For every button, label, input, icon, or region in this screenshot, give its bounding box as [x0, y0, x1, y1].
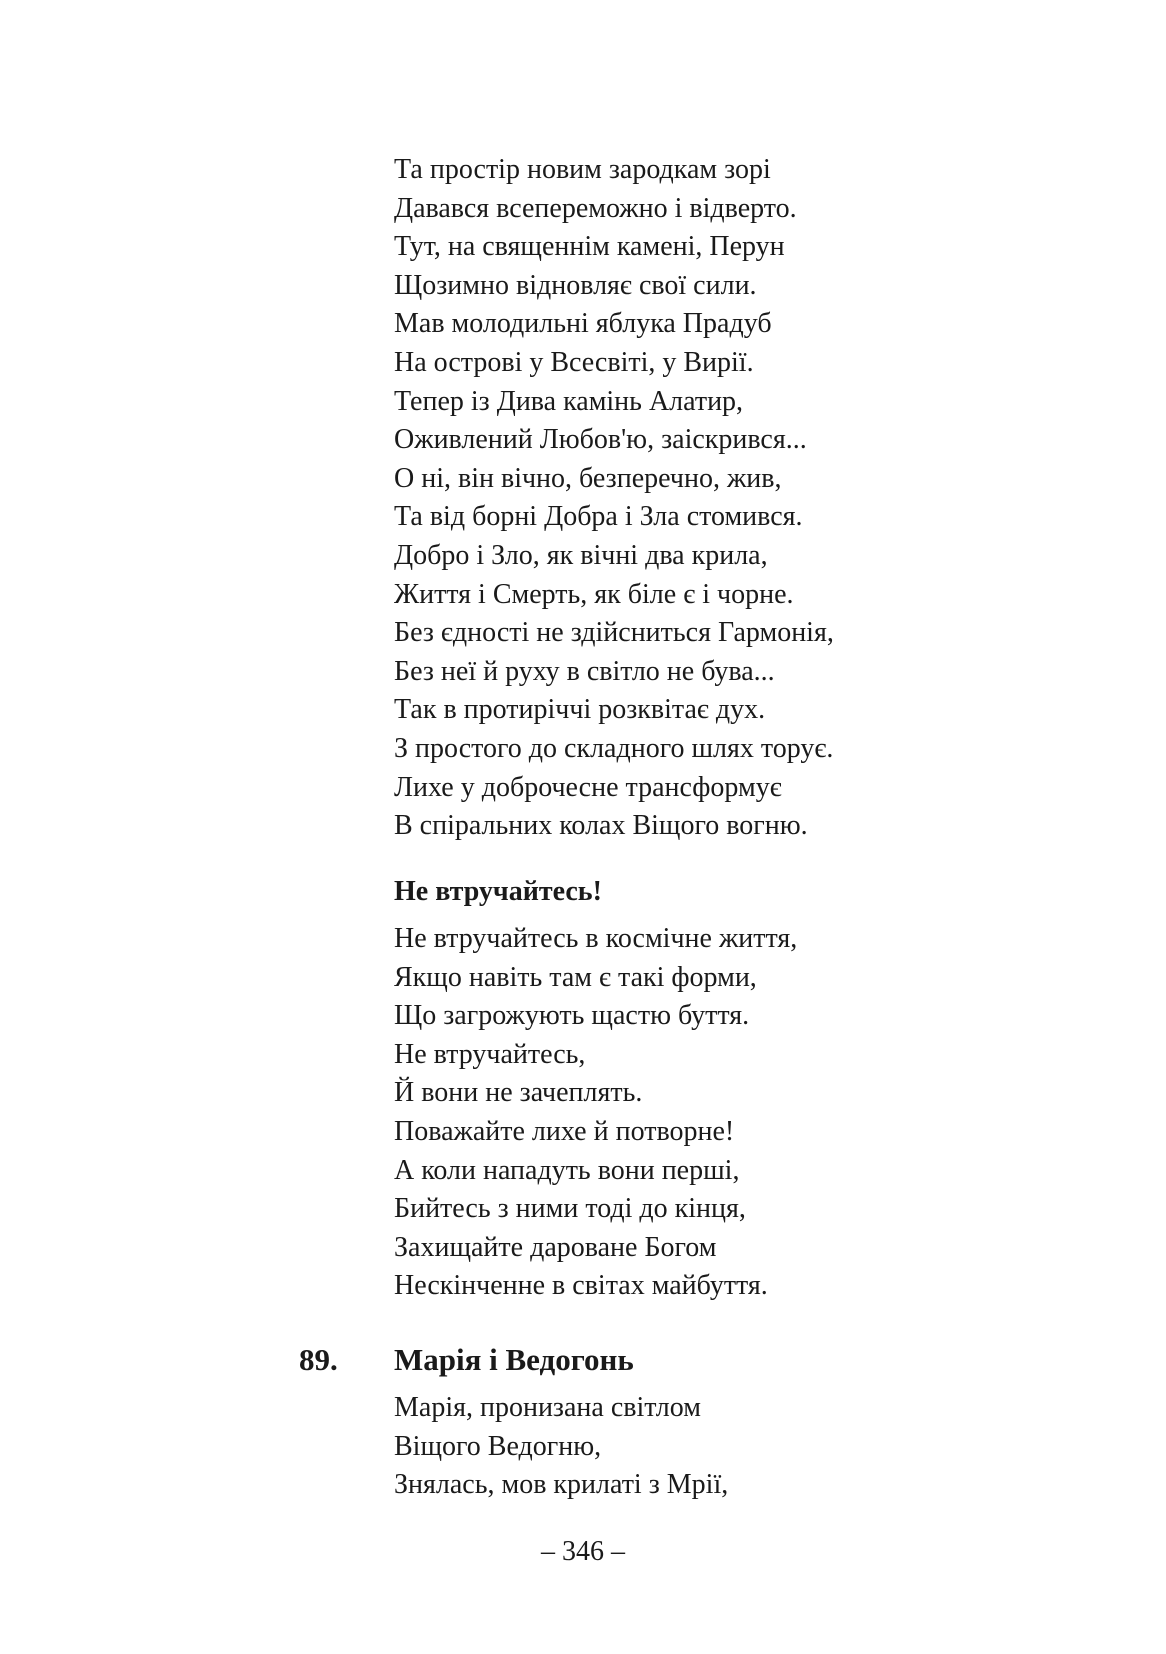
verse-line: Не втручайтесь в космічне життя, [394, 923, 798, 954]
verse-line: Без неї й руху в світло не бува... [394, 655, 775, 687]
verse-line: Нескінченне в світах майбуття. [394, 1270, 768, 1302]
verse-line: Бийтесь з ними тоді до кінця, [394, 1193, 746, 1225]
verse-line: В спіральних колах Віщого вогню. [394, 810, 808, 842]
verse-line: Й вони не зачеплять. [394, 1077, 643, 1109]
verse-line: О ні, він вічно, безперечно, жив, [394, 462, 782, 494]
verse-line: З простого до складного шлях торує. [394, 732, 834, 764]
verse-line: Не втручайтесь, [394, 1038, 586, 1070]
poem-stanza-continuation [394, 151, 834, 846]
verse-line: Давався всепереможно і відверто. [394, 192, 797, 224]
poem-stanza-section [394, 920, 797, 1306]
verse-line: Лихе у доброчесне трансформує [394, 771, 782, 803]
verse-line: Захищайте дароване Богом [394, 1231, 717, 1263]
verse-line: Поважайте лихе й потворне! [394, 1115, 735, 1147]
verse-line: Тут, на священнім камені, Перун [394, 231, 785, 263]
verse-line: Оживлений Любов'ю, заіскрився... [394, 424, 807, 456]
verse-line: Так в протиріччі розквітає дух. [394, 694, 766, 726]
verse-line: Тепер із Дива камінь Алатир, [394, 385, 744, 417]
page-number: – 346 – [541, 1536, 625, 1567]
verse-line: Та від борні Добра і Зла стомився. [394, 501, 803, 533]
verse-line: На острові у Всесвіті, у Вирії. [394, 346, 754, 378]
verse-line: Без єдності не здійсниться Гармонія, [394, 617, 834, 649]
verse-line: Знялась, мов крилаті з Мрії, [394, 1469, 729, 1501]
poem-stanza-opening [394, 1389, 728, 1505]
verse-line: Якщо навіть там є такі форми, [394, 961, 757, 993]
verse-line: Марія, пронизана світлом [394, 1392, 701, 1423]
section-subheading: Не втручайтесь! [394, 876, 602, 907]
verse-line: Добро і Зло, як вічні два крила, [394, 539, 768, 571]
verse-line: Життя і Смерть, як біле є і чорне. [394, 578, 794, 610]
verse-line: Що загрожують щастю буття. [394, 1000, 750, 1032]
verse-line: Та простір новим зародкам зорі [394, 154, 771, 185]
verse-line: Віщого Ведогню, [394, 1430, 602, 1462]
verse-line: А коли нападуть вони перші, [394, 1154, 740, 1186]
poem-number: 89. [299, 1342, 338, 1377]
verse-line: Мав молодильні яблука Прадуб [394, 308, 772, 340]
poem-title: Марія і Ведогонь [394, 1342, 634, 1377]
verse-line: Щозимно відновляє свої сили. [394, 269, 757, 301]
